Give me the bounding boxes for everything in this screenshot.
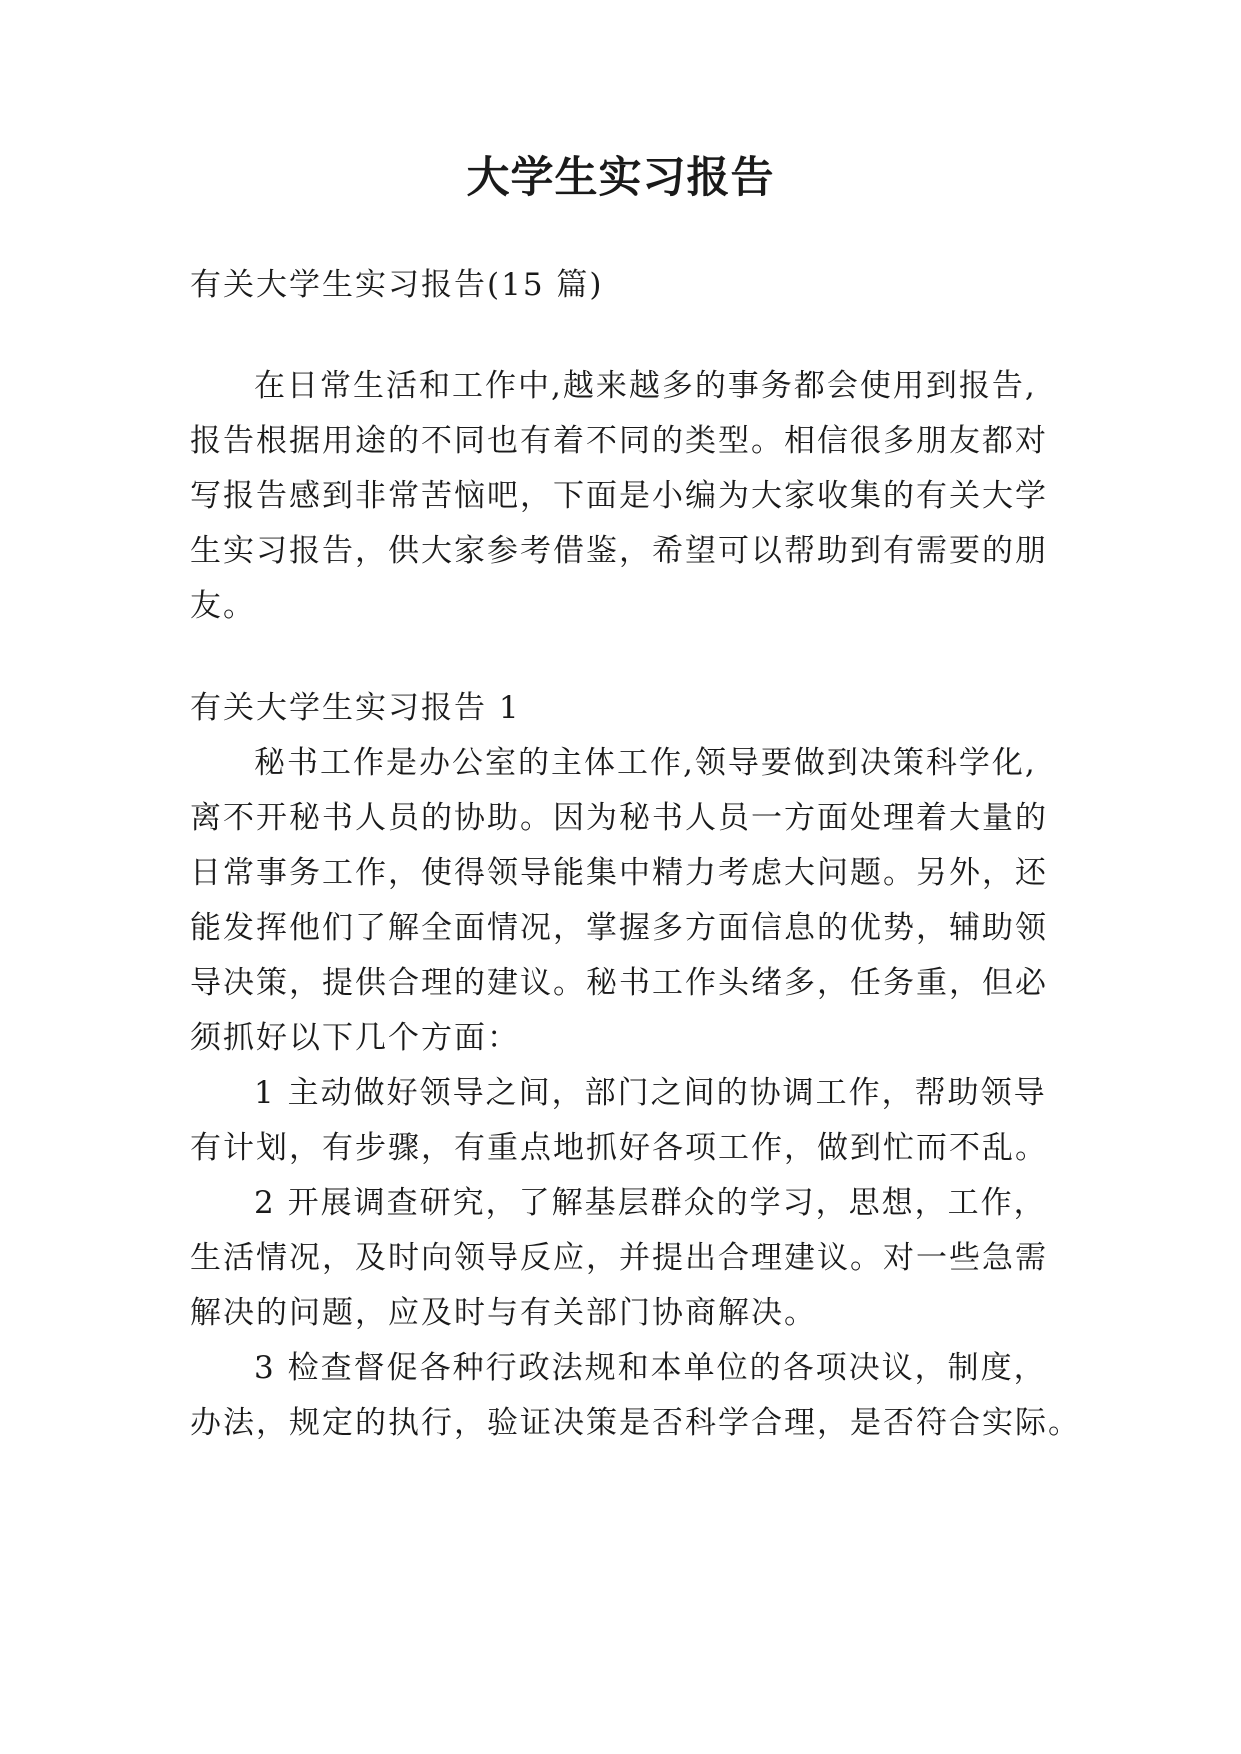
intro-line: 在日常生活和工作中,越来越多的事务都会使用到报告, xyxy=(254,368,1037,404)
list-item-line: 2 开展调查研究，了解基层群众的学习，思想，工作， xyxy=(254,1185,1047,1221)
list-item-line: 1 主动做好领导之间，部门之间的协调工作，帮助领导 xyxy=(254,1075,1047,1111)
list-item-line: 办法，规定的执行，验证决策是否科学合理，是否符合实际。 xyxy=(190,1405,1081,1441)
paragraph-line: 日常事务工作，使得领导能集中精力考虑大问题。另外，还 xyxy=(190,855,1048,891)
intro-line: 生实习报告，供大家参考借鉴，希望可以帮助到有需要的朋 xyxy=(190,533,1048,569)
intro-line: 友。 xyxy=(190,588,256,624)
paragraph-line: 导决策，提供合理的建议。秘书工作头绪多，任务重，但必 xyxy=(190,965,1048,1001)
intro-line: 报告根据用途的不同也有着不同的类型。相信很多朋友都对 xyxy=(190,423,1048,459)
section-heading: 有关大学生实习报告 1 xyxy=(190,690,521,726)
paragraph-line: 能发挥他们了解全面情况，掌握多方面信息的优势，辅助领 xyxy=(190,910,1048,946)
list-item-line: 3 检查督促各种行政法规和本单位的各项决议，制度， xyxy=(254,1350,1047,1386)
list-item-line: 生活情况，及时向领导反应，并提出合理建议。对一些急需 xyxy=(190,1240,1048,1276)
list-item-line: 解决的问题，应及时与有关部门协商解决。 xyxy=(190,1295,817,1331)
intro-line: 写报告感到非常苦恼吧，下面是小编为大家收集的有关大学 xyxy=(190,478,1048,514)
document-title: 大学生实习报告 xyxy=(466,153,775,203)
paragraph-line: 秘书工作是办公室的主体工作,领导要做到决策科学化, xyxy=(254,745,1037,781)
paragraph-line: 离不开秘书人员的协助。因为秘书人员一方面处理着大量的 xyxy=(190,800,1048,836)
paragraph-line: 须抓好以下几个方面： xyxy=(190,1020,520,1056)
document-subtitle: 有关大学生实习报告(15 篇) xyxy=(190,267,604,303)
list-item-line: 有计划，有步骤，有重点地抓好各项工作，做到忙而不乱。 xyxy=(190,1130,1048,1166)
